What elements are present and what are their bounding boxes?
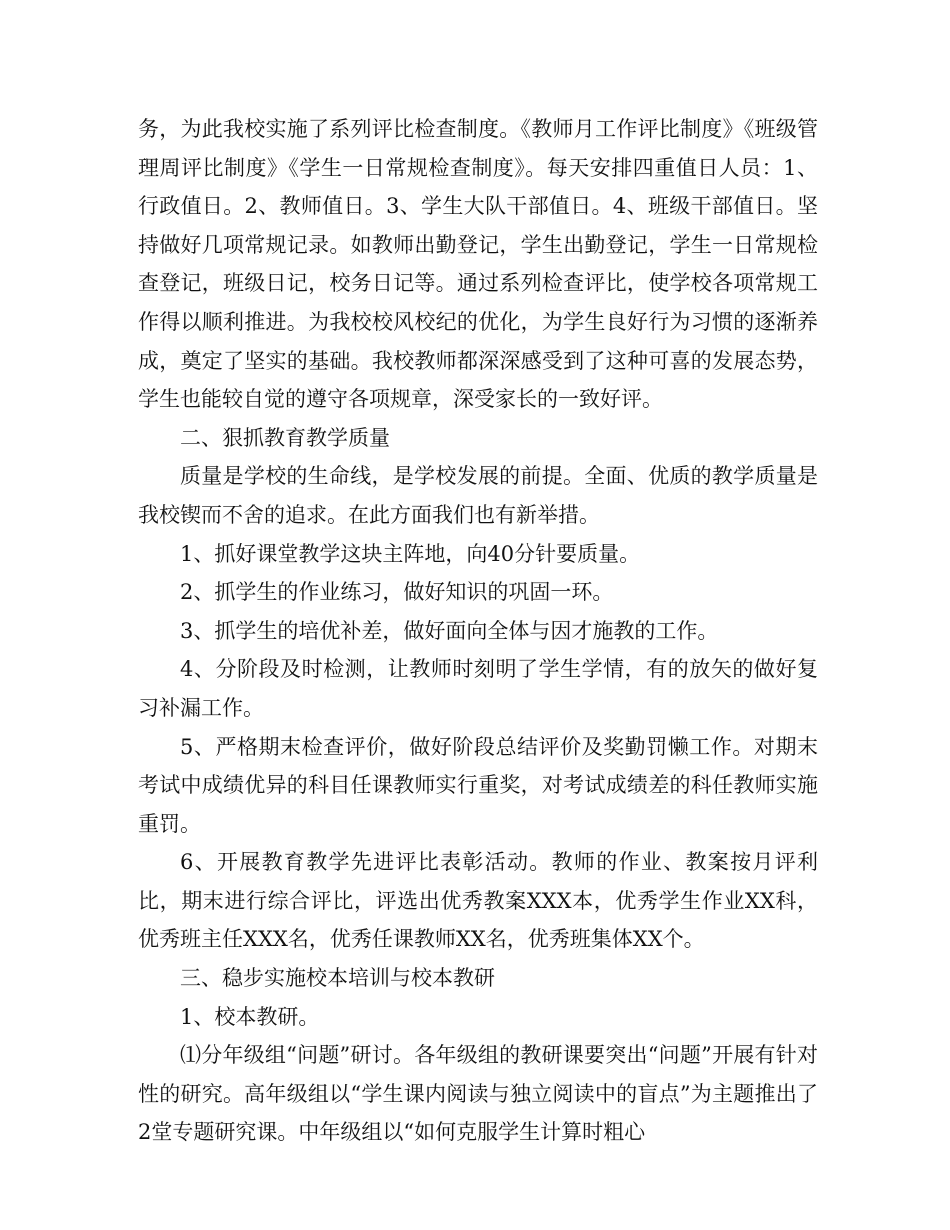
list-item-commendation: 6、开展教育教学先进评比表彰活动。教师的作业、教案按月评利比，期末进行综合评比，评选出优秀教案XXX本，优秀学生作业XX科，优秀班主任XXX名，优秀任课教师XX名，优秀班集体XX个。 [138,850,818,952]
list-item-tutoring: 3、抓学生的培优补差，做好面向全体与因才施教的工作。 [180,618,719,643]
list-item-classroom-teaching: 1、抓好课堂教学这块主阵地，向40分针要质量。 [180,541,641,566]
list-item-testing: 4、分阶段及时检测，让教师时刻明了学生学情，有的放矢的做好复习补漏工作。 [138,657,818,720]
list-item-final-evaluation: 5、严格期末检查评价，做好阶段总结评价及奖勤罚懒工作。对期末考试中成绩优异的科目任课教师实行重奖，对考试成绩差的科任教师实施重罚。 [138,734,818,836]
document-body [138,110,818,1152]
section-heading-teaching-quality: 二、狠抓教育教学质量 [180,425,390,450]
paragraph-grade-group-research: ⑴分年级组“问题”研讨。各年级组的教研课要突出“问题”开展有针对性的研究。高年级组以“学生课内阅读与独立阅读中的盲点”为主题推出了2堂专题研究课。中年级组以“如何克服学生计算时粗心 [138,1043,818,1145]
paragraph-quality-intro: 质量是学校的生命线，是学校发展的前提。全面、优质的教学质量是我校锲而不舍的追求。在此方面我们也有新举措。 [138,464,818,527]
paragraph-continuation: 务，为此我校实施了系列评比检查制度。《教师月工作评比制度》《班级管理周评比制度》《学生一日常规检查制度》。每天安排四重值日人员：1、行政值日。2、教师值日。3、学生大队干部值日。4、班级干部值日。坚持做好几项常规记录。如教师出勤登记，学生出勤登记，学生一日常规检查登记，班级日记，校务日记等。通过系列检查评比，使学校各项常规工作得以顺利推进。为我校校风校纪的优化，为学生良好行为习惯的逐渐养成，奠定了坚实的基础。我校教师都深深感受到了这种可喜的发展态势，学生也能较自觉的遵守各项规章，深受家长的一致好评。 [138,117,818,412]
section-heading-school-training: 三、稳步实施校本培训与校本教研 [180,966,495,991]
list-item-homework: 2、抓学生的作业练习，做好知识的巩固一环。 [180,580,614,605]
subsection-heading-school-research: 1、校本教研。 [180,1004,320,1029]
